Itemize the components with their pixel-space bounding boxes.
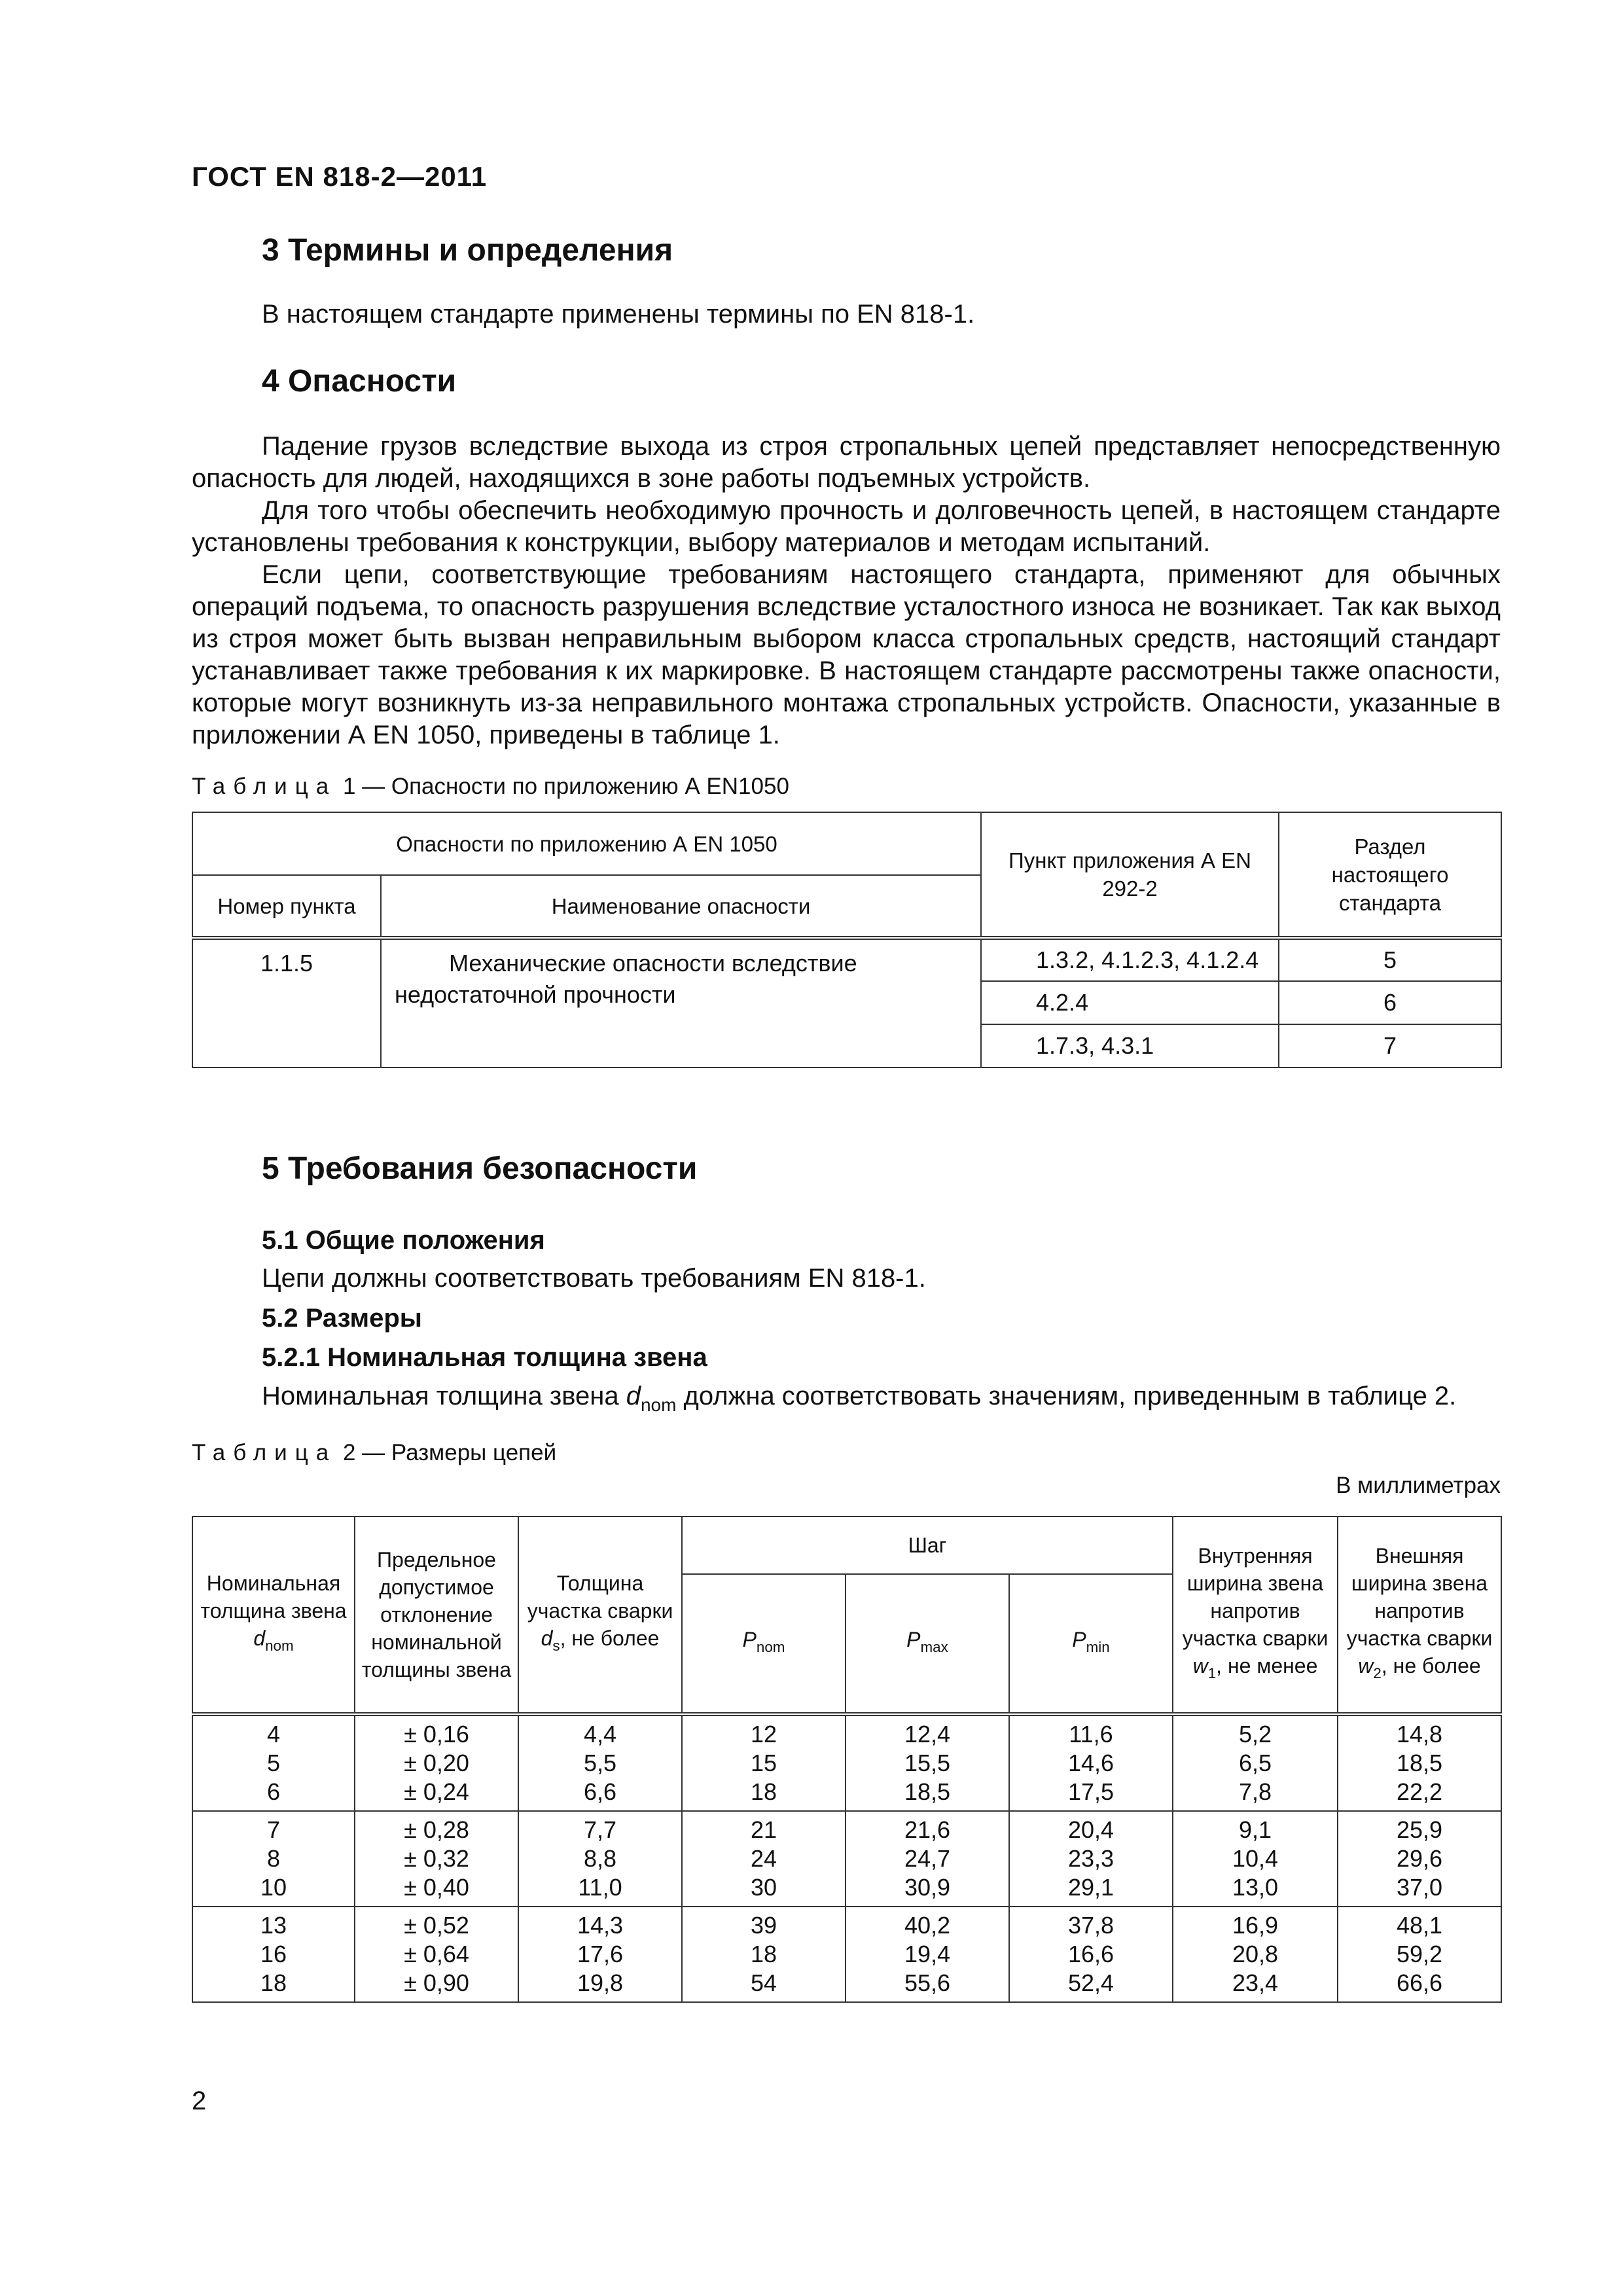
section-5-2-1-text-b: должна соответствовать значениям, приведенным в таблице 2. (676, 1382, 1457, 1410)
table-2-col-inner-label: Внутренняя ширина звена напротив участка сварки (1182, 1544, 1329, 1651)
table-1-col-number: Номер пункта (192, 875, 381, 938)
table-row (192, 1714, 1501, 1811)
table-1-caption (192, 774, 789, 800)
cell-value: 30 (750, 1874, 777, 1901)
cell-value: 18 (750, 1778, 777, 1805)
table-cell-d (192, 1907, 355, 2002)
cell-value: 14,6 (1067, 1749, 1115, 1776)
cell-value: 8 (266, 1845, 281, 1872)
cell-value: 18 (750, 1941, 777, 1967)
table-2-col-nominal-subscript: nom (265, 1637, 294, 1654)
cell-value: 55,6 (904, 1969, 951, 1996)
cell-value: 15,5 (904, 1749, 951, 1776)
table-cell-w1 (1173, 1714, 1338, 1811)
table-cell-pnom (682, 1811, 846, 1907)
table-1 (192, 812, 1502, 1068)
cell-value: 5,2 (1238, 1721, 1272, 1748)
table-1-annex-1: 1.3.2, 4.1.2.3, 4.1.2.4 (981, 938, 1279, 981)
page-number: 2 (192, 2087, 207, 2115)
table-cell-pmax (846, 1714, 1009, 1811)
cell-value: 12 (750, 1721, 777, 1748)
table-cell-d (192, 1714, 355, 1811)
cell-value: ± 0,90 (404, 1969, 469, 1996)
cell-value: 11,6 (1069, 1721, 1113, 1748)
table-2-col-outer-tail: , не более (1381, 1654, 1481, 1678)
table-1-annex-2: 4.2.4 (981, 981, 1279, 1024)
cell-value: 14,3 (577, 1912, 624, 1939)
table-2-units: В миллиметрах (1336, 1473, 1501, 1498)
cell-value: 54 (750, 1969, 777, 1996)
cell-value: 7,8 (1238, 1778, 1272, 1805)
table-2-caption-text: 2 — Размеры цепей (342, 1440, 557, 1465)
table-2-col-outer-subscript: 2 (1373, 1664, 1382, 1681)
cell-value: 37,8 (1067, 1912, 1115, 1939)
table-cell-pnom (682, 1714, 846, 1811)
cell-value: 13 (260, 1912, 287, 1939)
table-2-col-weld-symbol: d (541, 1626, 553, 1651)
table-cell-ds (518, 1811, 682, 1907)
section-4-title: 4 Опасности (262, 364, 457, 399)
running-header: ГОСТ EN 818-2—2011 (192, 161, 488, 192)
cell-value: 24 (750, 1845, 777, 1872)
table-row (192, 1811, 1501, 1907)
symbol-d-subscript: nom (640, 1394, 677, 1415)
cell-value: 21,6 (904, 1816, 951, 1843)
table-cell-pmin (1009, 1907, 1173, 2002)
cell-value: 24,7 (904, 1845, 951, 1872)
cell-value: 18 (260, 1969, 287, 1996)
cell-value: 4 (266, 1721, 281, 1748)
table-1-caption-word: Таблица (192, 774, 337, 799)
table-1-section-3: 7 (1279, 1024, 1501, 1067)
cell-value: ± 0,52 (404, 1912, 469, 1939)
table-2-col-nominal-label: Номинальная толщина звена (200, 1571, 347, 1623)
table-1-row-name-text: Механические опасности вследствие недостаточной прочности (395, 950, 857, 1008)
cell-value: 29,1 (1067, 1874, 1115, 1901)
cell-value: 19,8 (577, 1969, 624, 1996)
table-cell-tol (355, 1714, 518, 1811)
table-cell-ds (518, 1714, 682, 1811)
table-cell-tol (355, 1907, 518, 2002)
table-2-col-pmax-subscript: max (920, 1638, 948, 1655)
table-2 (192, 1516, 1502, 2003)
table-2-col-pmin-subscript: min (1086, 1638, 1110, 1655)
cell-value: 18,5 (1396, 1749, 1443, 1776)
cell-value: ± 0,28 (404, 1816, 469, 1843)
cell-value: 37,0 (1396, 1874, 1443, 1901)
table-2-col-pmin-symbol: P (1072, 1628, 1086, 1652)
table-2-col-pmax-symbol: P (906, 1628, 921, 1652)
table-2-col-outer-label: Внешняя ширина звена напротив участка сварки (1346, 1544, 1493, 1651)
section-3-title: 3 Термины и определения (262, 233, 673, 268)
cell-value: ± 0,20 (404, 1749, 469, 1776)
table-1-row-name (381, 938, 981, 1067)
table-1-col-annex: Пункт приложения А EN 292-2 (981, 812, 1279, 938)
cell-value: 16 (260, 1941, 287, 1967)
section-5-2-title: 5.2 Размеры (262, 1304, 422, 1333)
table-2-col-weld-label: Толщина участка сварки (527, 1571, 673, 1623)
cell-value: 15 (750, 1749, 777, 1776)
section-5-title: 5 Требования безопасности (262, 1151, 698, 1186)
table-1-row-number: 1.1.5 (192, 938, 381, 1067)
cell-value: 20,8 (1232, 1941, 1279, 1967)
cell-value: 13,0 (1232, 1874, 1279, 1901)
cell-value: 6,5 (1238, 1749, 1272, 1776)
table-2-col-pitch: Шаг (682, 1516, 1173, 1574)
table-2-col-weld (518, 1516, 682, 1714)
cell-value: 23,3 (1067, 1845, 1115, 1872)
table-cell-d (192, 1811, 355, 1907)
table-cell-w1 (1173, 1907, 1338, 2002)
cell-value: 12,4 (904, 1721, 951, 1748)
cell-value: 8,8 (583, 1845, 617, 1872)
cell-value: 10 (260, 1874, 287, 1901)
table-2-col-outer (1338, 1516, 1501, 1714)
table-cell-tol (355, 1811, 518, 1907)
section-3-text: В настоящем стандарте применены термины по EN 818-1. (262, 300, 975, 329)
cell-value: 25,9 (1396, 1816, 1443, 1843)
cell-value: 23,4 (1232, 1969, 1279, 1996)
cell-value: 66,6 (1396, 1969, 1443, 1996)
table-2-body (192, 1714, 1501, 2002)
cell-value: 40,2 (904, 1912, 951, 1939)
table-1-section-2: 6 (1279, 981, 1501, 1024)
table-1-col-section: Раздел настоящего стандарта (1279, 812, 1501, 938)
symbol-d: d (626, 1382, 641, 1410)
cell-value: 10,4 (1232, 1845, 1279, 1872)
table-2-col-inner-tail: , не менее (1216, 1654, 1318, 1678)
section-4-paragraph-1: Падение грузов вследствие выхода из строя стропальных цепей представляет непосредственную опасность для людей, находящихся в зоне работы подъемных устройств. (192, 432, 1501, 493)
table-2-col-nominal (192, 1516, 355, 1714)
table-2-col-pmax (846, 1574, 1009, 1714)
table-cell-w1 (1173, 1811, 1338, 1907)
table-cell-pmax (846, 1811, 1009, 1907)
table-1-group-header: Опасности по приложению А EN 1050 (192, 812, 981, 875)
table-cell-pmax (846, 1907, 1009, 2002)
section-5-2-1-text-a: Номинальная толщина звена (262, 1382, 626, 1410)
cell-value: 20,4 (1067, 1816, 1115, 1843)
table-cell-w2 (1338, 1811, 1501, 1907)
cell-value: 16,6 (1067, 1941, 1115, 1967)
table-cell-pnom (682, 1907, 846, 2002)
table-2-col-inner (1173, 1516, 1338, 1714)
table-row (192, 1907, 1501, 2002)
table-2-col-pmin (1009, 1574, 1173, 1714)
section-4-body (192, 431, 1501, 751)
table-1-annex-3: 1.7.3, 4.3.1 (981, 1024, 1279, 1067)
cell-value: 52,4 (1067, 1969, 1115, 1996)
table-cell-pmin (1009, 1714, 1173, 1811)
cell-value: 16,9 (1232, 1912, 1279, 1939)
cell-value: 17,5 (1067, 1778, 1115, 1805)
section-5-1-text: Цепи должны соответствовать требованиям EN 818-1. (262, 1264, 926, 1293)
cell-value: 18,5 (904, 1778, 951, 1805)
section-4-paragraph-3: Если цепи, соответствующие требованиям настоящего стандарта, применяют для обычных операций подъема, то опасность разрушения вследствие усталостного износа не возникает. Так как выход из строя может быть вызван неправильным выбором класса стропальных средств, настоящий стандарт устанавливает также требования к их маркировке. В настоящем стандарте рассмотрены также опасности, которые могут возникнуть из-за неправильного монтажа стропальных устройств. Опасности, указанные в приложении А EN 1050, приведены в таблице 1. (192, 560, 1501, 749)
cell-value: ± 0,24 (404, 1778, 469, 1805)
cell-value: 14,8 (1396, 1721, 1443, 1748)
table-2-col-nominal-symbol: d (253, 1626, 266, 1651)
table-2-col-outer-symbol: w (1358, 1654, 1374, 1678)
cell-value: 39 (750, 1912, 777, 1939)
table-1-caption-text: 1 — Опасности по приложению А EN1050 (342, 774, 789, 799)
cell-value: 21 (750, 1816, 777, 1843)
cell-value: 11,0 (578, 1874, 622, 1901)
table-cell-ds (518, 1907, 682, 2002)
cell-value: ± 0,16 (404, 1721, 469, 1748)
cell-value: 19,4 (904, 1941, 951, 1967)
cell-value: 6 (266, 1778, 281, 1805)
table-2-col-pnom-symbol: P (742, 1628, 757, 1652)
table-2-col-tolerance: Предельное допустимое отклонение номинальной толщины звена (355, 1516, 518, 1714)
cell-value: 4,4 (583, 1721, 617, 1748)
cell-value: ± 0,32 (404, 1845, 469, 1872)
cell-value: ± 0,40 (404, 1874, 469, 1901)
table-2-col-weld-tail: , не более (560, 1626, 660, 1651)
table-2-col-pnom (682, 1574, 846, 1714)
cell-value: 48,1 (1396, 1912, 1443, 1939)
cell-value: 30,9 (904, 1874, 951, 1901)
cell-value: 17,6 (577, 1941, 624, 1967)
table-2-col-inner-symbol: w (1192, 1654, 1208, 1678)
table-cell-pmin (1009, 1811, 1173, 1907)
table-2-caption-word: Таблица (192, 1440, 337, 1465)
table-1-col-name: Наименование опасности (381, 875, 981, 938)
table-2-col-inner-subscript: 1 (1207, 1664, 1217, 1681)
cell-value: 9,1 (1238, 1816, 1272, 1843)
cell-value: 59,2 (1396, 1941, 1443, 1967)
table-2-caption (192, 1440, 556, 1466)
cell-value: 7,7 (583, 1816, 617, 1843)
section-5-2-1-title: 5.2.1 Номинальная толщина звена (262, 1343, 707, 1372)
cell-value: ± 0,64 (404, 1941, 469, 1967)
cell-value: 22,2 (1396, 1778, 1443, 1805)
table-2-col-weld-subscript: s (552, 1637, 560, 1654)
cell-value: 7 (266, 1816, 281, 1843)
table-2-col-pnom-subscript: nom (756, 1638, 785, 1655)
cell-value: 5 (266, 1749, 281, 1776)
section-5-2-1-text (262, 1380, 1456, 1422)
cell-value: 5,5 (583, 1749, 617, 1776)
cell-value: 29,6 (1396, 1845, 1443, 1872)
table-cell-w2 (1338, 1714, 1501, 1811)
table-1-section-1: 5 (1279, 938, 1501, 981)
section-4-paragraph-2: Для того чтобы обеспечить необходимую прочность и долговечность цепей, в настоящем стандарте установлены требования к конструкции, выбору материалов и методам испытаний. (192, 496, 1501, 557)
table-cell-w2 (1338, 1907, 1501, 2002)
cell-value: 6,6 (583, 1778, 617, 1805)
section-5-1-title: 5.1 Общие положения (262, 1226, 545, 1255)
